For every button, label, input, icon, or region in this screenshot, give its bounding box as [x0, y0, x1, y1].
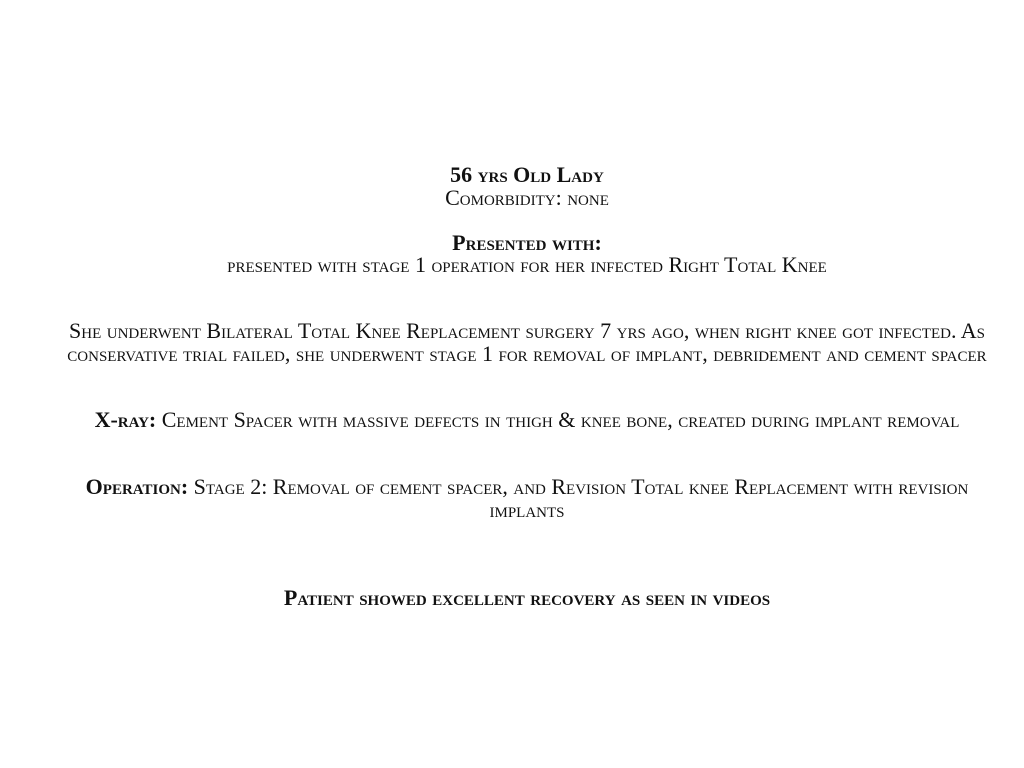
outcome-text: Patient showed excellent recovery as seen in videos [283, 585, 771, 610]
comorbidity-text: Comorbidity: none [445, 185, 609, 210]
operation-paragraph [62, 476, 992, 521]
xray-text: Cement Spacer with massive defects in thigh & knee bone, created during implant removal [161, 407, 960, 432]
presented-heading: Presented with: [452, 230, 602, 255]
xray-paragraph [62, 409, 992, 432]
patient-title: 56 yrs Old Lady [450, 162, 604, 187]
operation-label: Operation: [85, 474, 189, 499]
history-paragraph: She underwent Bilateral Total Knee Replacement surgery 7 yrs ago, when right knee got infected. As conservative trial failed, she underwent stage 1 for removal of implant, debridement and cement spacer [67, 318, 987, 366]
presented-text: presented with stage 1 operation for her infected Right Total Knee [227, 252, 827, 277]
xray-label: X-ray: [94, 407, 157, 432]
operation-text: Stage 2: Removal of cement spacer, and Revision Total knee Replacement with revision implants [193, 474, 969, 522]
